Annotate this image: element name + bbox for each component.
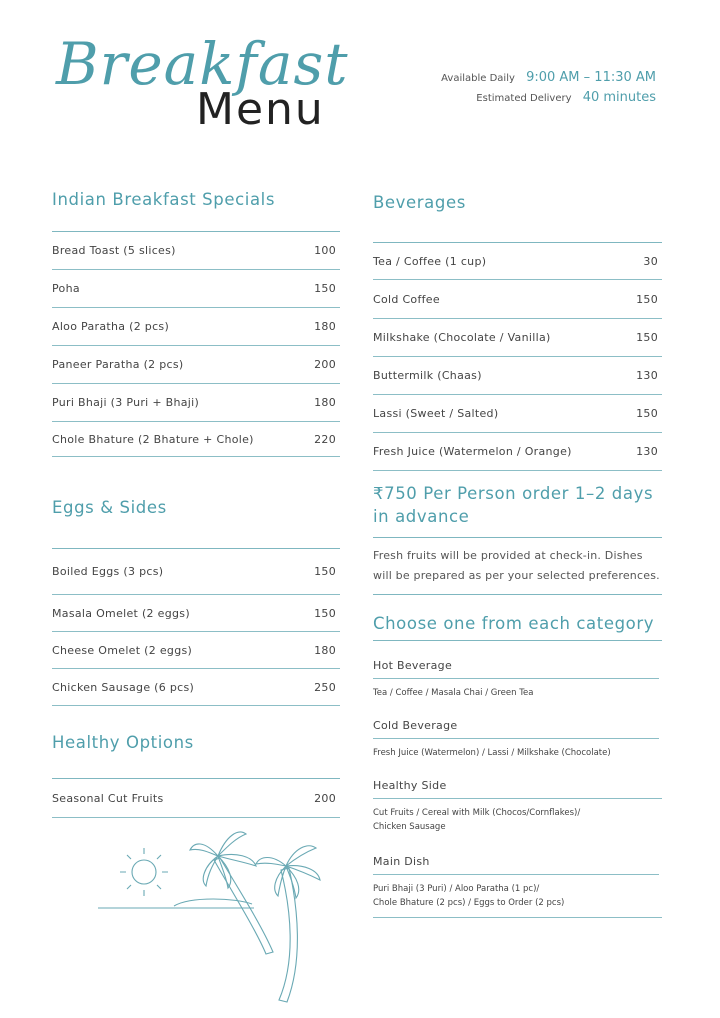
- menu-item: [373, 243, 662, 280]
- category-label: Hot Beverage: [373, 659, 453, 672]
- item-name: Poha: [52, 282, 80, 295]
- category-items: [373, 799, 662, 834]
- divider: [373, 732, 659, 739]
- menu-item: [52, 595, 340, 632]
- eggs-section: [52, 498, 340, 706]
- menu-item: [373, 395, 662, 433]
- category-items-line: Chole Bhature (2 pcs) / Eggs to Order (2 pcs): [373, 898, 565, 908]
- title-menu: Menu: [196, 84, 325, 135]
- item-price: 150: [314, 606, 336, 620]
- item-price: 150: [636, 292, 658, 306]
- item-name: Bread Toast (5 slices): [52, 244, 176, 257]
- item-price: 130: [636, 445, 658, 458]
- beverages-section: [373, 193, 662, 471]
- category-items-line: Chicken Sausage: [373, 822, 446, 832]
- menu-item: [52, 384, 340, 422]
- category-items-line: Puri Bhaji (3 Puri) / Aloo Paratha (1 pc)/: [373, 884, 540, 894]
- divider: [373, 528, 662, 538]
- section-title: Indian Breakfast Specials: [52, 190, 276, 209]
- category-label: Main Dish: [373, 855, 430, 868]
- title-script: Breakfast: [56, 30, 349, 98]
- item-price: 150: [314, 282, 336, 295]
- package-title-line: ₹750 Per Person order 1–2 days: [373, 484, 654, 503]
- menu-item: [52, 549, 340, 595]
- category-items: [373, 875, 662, 917]
- item-name: Lassi (Sweet / Salted): [373, 407, 499, 420]
- item-name: Aloo Paratha (2 pcs): [52, 320, 170, 333]
- item-name: Cold Coffee: [373, 292, 440, 306]
- item-name: Tea / Coffee (1 cup): [373, 254, 487, 268]
- item-name: Chole Bhature (2 Bhature + Chole): [52, 432, 254, 446]
- package-title: [373, 482, 662, 528]
- item-price: 180: [314, 320, 336, 333]
- divider: [373, 917, 662, 918]
- divider: [373, 672, 659, 679]
- category-label: Cold Beverage: [373, 719, 458, 732]
- menu-item: [52, 308, 340, 346]
- availability-info: [441, 70, 656, 85]
- item-name: Cheese Omelet (2 eggs): [52, 643, 193, 657]
- menu-item: [52, 422, 340, 457]
- item-name: Masala Omelet (2 eggs): [52, 606, 190, 620]
- menu-item: [52, 779, 340, 818]
- item-name: Puri Bhaji (3 Puri + Bhaji): [52, 396, 200, 409]
- section-title: Choose one from each category: [373, 614, 655, 633]
- menu-item: [373, 357, 662, 395]
- category-items: [373, 679, 662, 700]
- package-section: [373, 482, 662, 595]
- divider: [373, 594, 662, 595]
- menu-item: [52, 346, 340, 384]
- choose-section: [373, 614, 662, 918]
- item-price: 220: [314, 432, 336, 446]
- item-price: 200: [314, 358, 336, 371]
- menu-item: [52, 669, 340, 706]
- menu-item: [52, 270, 340, 308]
- divider: [52, 752, 340, 779]
- menu-item: [373, 319, 662, 357]
- available-label: Available Daily: [441, 73, 515, 84]
- delivery-info: [476, 90, 656, 105]
- menu-item: [373, 433, 662, 471]
- note-line: Fresh fruits will be provided at check-in. Dishes: [373, 549, 643, 562]
- healthy-section: [52, 733, 340, 818]
- item-price: 150: [314, 565, 336, 578]
- package-title-line: in advance: [373, 507, 470, 526]
- divider: [373, 792, 662, 799]
- item-price: 180: [314, 643, 336, 657]
- delivery-value: 40 minutes: [582, 90, 656, 105]
- item-price: 100: [314, 244, 336, 257]
- item-name: Fresh Juice (Watermelon / Orange): [373, 445, 572, 458]
- category-items: [373, 739, 662, 760]
- item-price: 200: [314, 791, 336, 805]
- item-name: Milkshake (Chocolate / Vanilla): [373, 331, 551, 344]
- divider: [373, 633, 662, 641]
- item-price: 150: [636, 331, 658, 344]
- divider: [373, 212, 662, 243]
- menu-item: [52, 232, 340, 270]
- item-name: Boiled Eggs (3 pcs): [52, 565, 164, 578]
- item-price: 130: [636, 369, 658, 382]
- available-value: 9:00 AM – 11:30 AM: [526, 70, 656, 85]
- package-note: [373, 538, 662, 594]
- item-price: 30: [643, 254, 658, 268]
- item-name: Buttermilk (Chaas): [373, 369, 482, 382]
- category-items-line: Tea / Coffee / Masala Chai / Green Tea: [373, 688, 534, 698]
- section-title: Beverages: [373, 193, 466, 212]
- category-items-line: Cut Fruits / Cereal with Milk (Chocos/Cornflakes)/: [373, 808, 581, 818]
- delivery-label: Estimated Delivery: [476, 93, 572, 104]
- item-price: 180: [314, 396, 336, 409]
- note-line: will be prepared as per your selected preferences.: [373, 569, 660, 582]
- item-price: 250: [314, 680, 336, 694]
- menu-item: [373, 280, 662, 319]
- palm-trees-beach-sun-icon: [96, 820, 336, 1010]
- divider: [52, 209, 340, 232]
- category-label: Healthy Side: [373, 779, 447, 792]
- section-title: Eggs & Sides: [52, 498, 167, 517]
- menu-item: [52, 632, 340, 669]
- item-name: Chicken Sausage (6 pcs): [52, 680, 195, 694]
- item-name: Paneer Paratha (2 pcs): [52, 358, 184, 371]
- item-price: 150: [636, 407, 658, 420]
- divider: [373, 868, 659, 875]
- section-title: Healthy Options: [52, 733, 194, 752]
- indian-section: [52, 190, 340, 457]
- item-name: Seasonal Cut Fruits: [52, 791, 164, 805]
- category-items-line: Fresh Juice (Watermelon) / Lassi / Milkshake (Chocolate): [373, 748, 611, 758]
- divider: [52, 517, 340, 549]
